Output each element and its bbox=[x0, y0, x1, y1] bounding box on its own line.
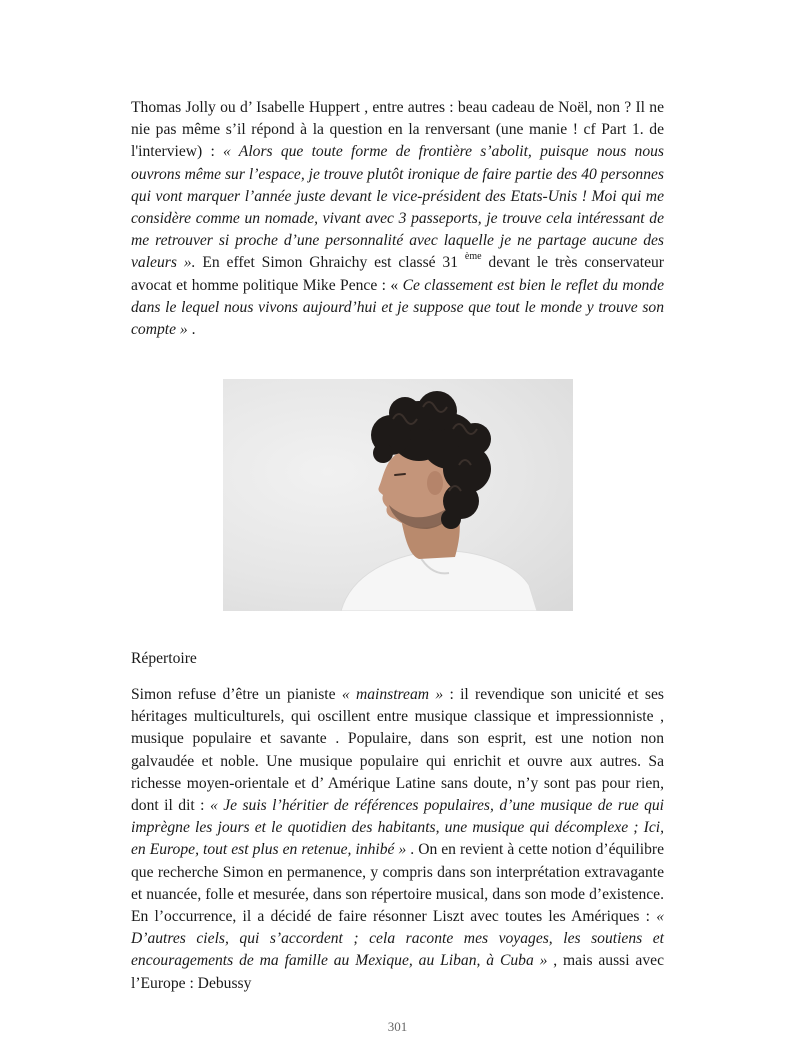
text-span: , mais aussi avec l’Europe : Debussy bbox=[131, 952, 664, 992]
quote-span: « Je suis l’héritier de références populaires, d’une musique de rue qui imprègne les jours et le quotidien des habitants, une musique qui décomplexe ; Ici, en Europe, tout est plus en retenue, inhibé » bbox=[131, 797, 665, 859]
ordinal-superscript: ème bbox=[464, 251, 482, 263]
text-span: . bbox=[187, 321, 196, 339]
quote-span: Ce classement est bien le reflet du monde dans le lequel nous vivons aujourd’hui et je suppose que tout le monde y trouve son compte » bbox=[131, 276, 665, 339]
section-heading: Répertoire bbox=[131, 650, 197, 667]
portrait-illustration bbox=[223, 379, 573, 611]
portrait-photo bbox=[223, 379, 573, 611]
quote-span: « Alors que toute forme de frontière s’abolit, puisque nous nous ouvrons même sur l’espace, je trouve plutôt ironique de faire partie des 40 personnes qui vont marquer l’année juste devant le vice-président des Etats-Unis ! Moi qui me considère comme un nomade, vivant avec 3 passeports, je trouve cela intéressant de me retrouver si proche d’une personnalité avec laquelle je ne partage aucune des valeurs ». bbox=[131, 143, 664, 272]
text-span: Thomas Jolly ou d’ Isabelle Huppert , entre autres : beau cadeau de Noël, non ? Il ne nie pas même s’il répond à la question en la renversant (une manie ! cf Part 1. de l'interview) : bbox=[131, 99, 664, 161]
text-span: : il revendique son unicité et ses héritages multiculturels, qui oscillent entre musique classique et impressionniste , musique populaire et savante . Populaire, dans son esprit, est une notion non galvaudée et noble. Une musique populaire qui enrichit et ouvre aux autres. Sa richesse moyen-orientale et d’ Amérique Latine sans doute, n’y sont pas pour rien, dont il dit : bbox=[131, 686, 664, 815]
page-number: 301 bbox=[387, 1019, 408, 1034]
quote-span: « mainstream » bbox=[341, 686, 444, 703]
text-span: . On en revient à cette notion d’équilibre que recherche Simon en permanence, y compris dans son interprétation extravagante et nuancée, folle et mesurée, dans son répertoire musical, dans son mode d’existence. En l’occurrence, il a décidé de faire résonner Liszt avec toutes les Amériques : bbox=[131, 841, 664, 926]
text-span: Simon refuse d’être un pianiste bbox=[131, 686, 342, 703]
paragraph-repertoire bbox=[131, 684, 664, 995]
text-span: devant le très conservateur avocat et homme politique Mike Pence : « bbox=[131, 254, 664, 294]
text-span: En effet Simon Ghraichy est classé 31 bbox=[195, 254, 465, 272]
quote-span: « D’autres ciels, qui s’accordent ; cela raconte mes voyages, les soutiens et encouragements de ma famille au Mexique, au Liban, à Cuba » bbox=[131, 908, 664, 970]
paragraph-intro bbox=[131, 97, 664, 341]
